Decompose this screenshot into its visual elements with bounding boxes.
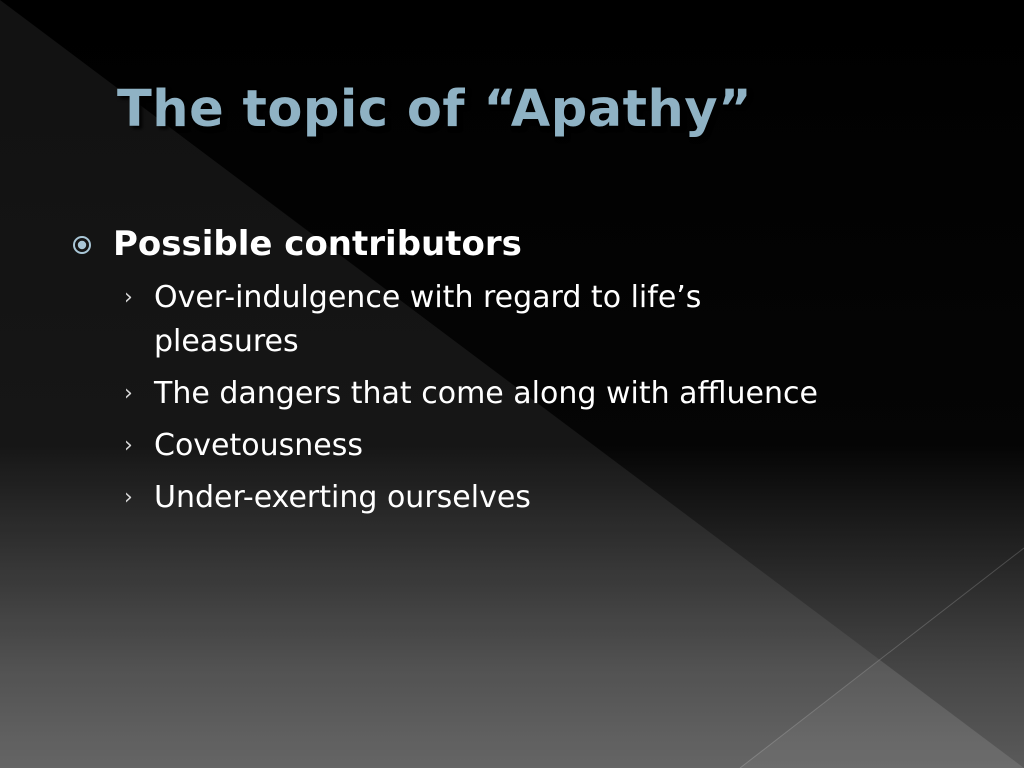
chevron-right-icon: › — [124, 285, 133, 310]
chevron-right-icon: › — [124, 485, 133, 510]
sub-bullet-text: Over-indulgence with regard to life’s pleasures — [154, 280, 702, 359]
sub-bullet-text: The dangers that come along with affluence — [154, 376, 818, 411]
bullet-text: Possible contributors — [113, 224, 522, 264]
bullet-item-level1 — [72, 220, 972, 268]
sub-bullet-text: Under-exerting ourselves — [154, 480, 531, 515]
sub-bullet-list — [72, 276, 972, 520]
sub-bullet-item — [72, 372, 972, 416]
chevron-right-icon: › — [124, 381, 133, 406]
slide-title: The topic of “Apathy” — [117, 80, 753, 139]
sub-bullet-item — [72, 476, 972, 520]
sub-bullet-item — [72, 424, 972, 468]
chevron-right-icon: › — [124, 433, 133, 458]
bullet-list — [72, 220, 972, 528]
sub-bullet-text: Covetousness — [154, 428, 364, 463]
circle-dot-bullet-icon — [72, 235, 92, 255]
sub-bullet-item — [72, 276, 972, 364]
